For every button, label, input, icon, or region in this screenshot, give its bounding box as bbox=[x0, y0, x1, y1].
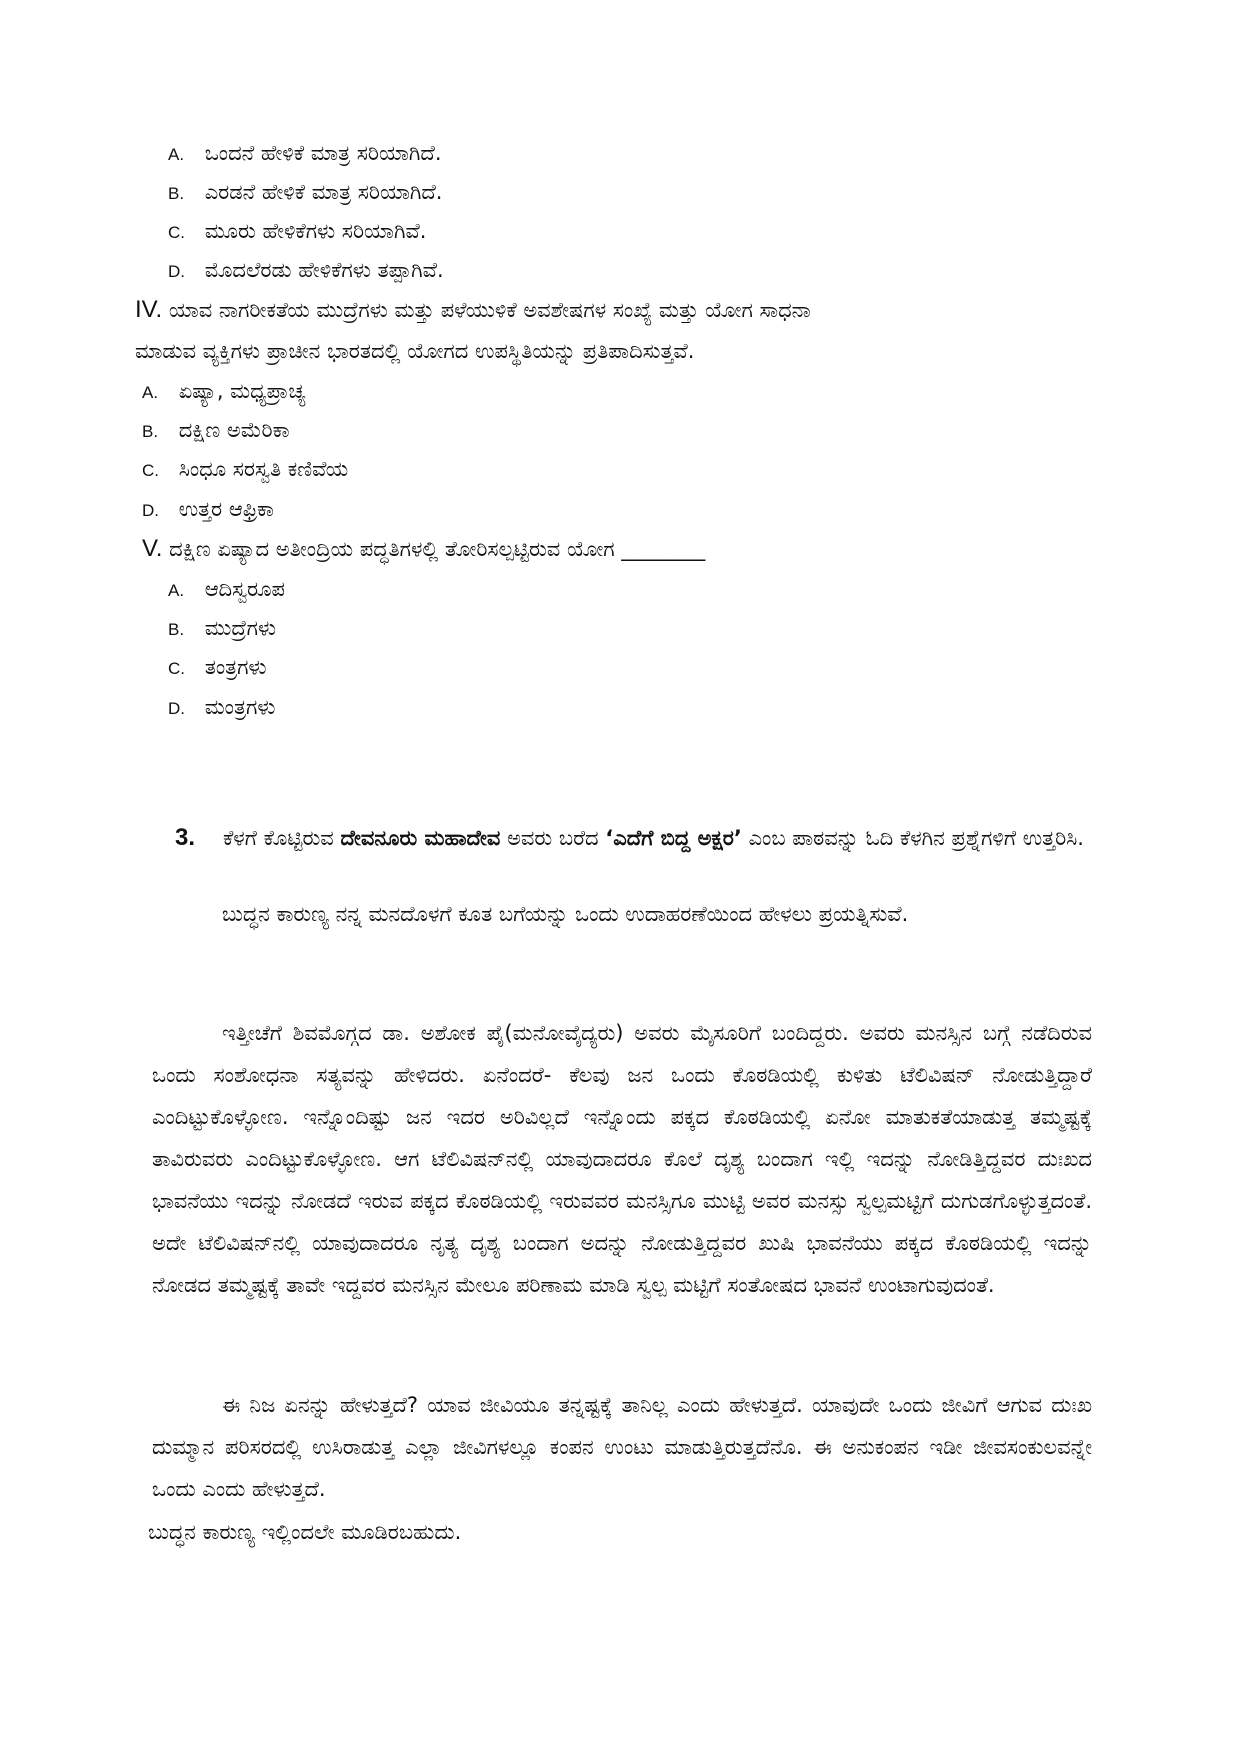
question-number: IV. bbox=[135, 296, 163, 323]
q5-option-b bbox=[168, 613, 276, 645]
question-text: ದಕ್ಷಿಣ ಏಷ್ಯಾದ ಅತೀಂದ್ರಿಯ ಪದ್ಧತಿಗಳಲ್ಲಿ ತೋರಿಸಲ್ಪಟ್ಟಿರುವ ಯೋಗ ________ bbox=[169, 537, 706, 561]
option-label: A. bbox=[168, 581, 185, 600]
q5-option-d bbox=[168, 692, 275, 724]
option-text: ಮೂರು ಹೇಳಿಕೆಗಳು ಸರಿಯಾಗಿವೆ. bbox=[204, 219, 427, 243]
option-text: ಉತ್ತರ ಆಫ್ರಿಕಾ bbox=[178, 497, 274, 521]
q2-option-a bbox=[168, 138, 442, 170]
instruction-text: ಕೆಳಗೆ ಕೊಟ್ಟಿರುವ bbox=[223, 826, 341, 850]
option-text: ಏಷ್ಯಾ, ಮಧ್ಯಪ್ರಾಚ್ಯ bbox=[178, 379, 306, 403]
option-label: C. bbox=[142, 461, 159, 480]
passage-paragraph-3: ಈ ನಿಜ ಏನನ್ನು ಹೇಳುತ್ತದೆ? ಯಾವ ಜೀವಿಯೂ ತನ್ನಷ್ಟಕ್ಕೆ ತಾನಿಲ್ಲ ಎಂದು ಹೇಳುತ್ತದೆ. ಯಾವುದೇ ಒಂದು ಜೀವಿಗೆ ಆಗುವ ದುಃಖ ದುಮ್ಮಾನ ಪರಿಸರದಲ್ಲಿ ಉಸಿರಾಡುತ್ತ ಎಲ್ಲಾ ಜೀವಿಗಳಲ್ಲೂ ಕಂಪನ ಉಂಟು ಮಾಡುತ್ತಿರುತ್ತದೆನೊ. ಈ ಅನುಕಂಪನ ಇಡೀ ಜೀವಸಂಕುಲವನ್ನೇ ಒಂದು ಎಂದು ಹೇಳುತ್ತದೆ. bbox=[152, 1393, 1092, 1501]
option-text: ಮಂತ್ರಗಳು bbox=[204, 695, 276, 719]
q5-option-a bbox=[168, 574, 285, 606]
question-number: V. bbox=[142, 535, 163, 562]
passage-paragraph-2: ಇತ್ತೀಚೆಗೆ ಶಿವಮೊಗ್ಗದ ಡಾ. ಅಶೋಕ ಪೈ(ಮನೋವೈದ್ಯರು) ಅವರು ಮೈಸೂರಿಗೆ ಬಂದಿದ್ದರು. ಅವರು ಮನಸ್ಸಿನ ಬಗ್ಗೆ ನಡೆದಿರುವ ಒಂದು ಸಂಶೋಧನಾ ಸತ್ಯವನ್ನು ಹೇಳಿದರು. ಏನೆಂದರೆ- ಕೆಲವು ಜನ ಒಂದು ಕೊಠಡಿಯಲ್ಲಿ ಕುಳಿತು ಟೆಲಿವಿಷನ್ ನೋಡುತ್ತಿದ್ದಾರೆ ಎಂದಿಟ್ಟುಕೊಳ್ಳೋಣ. ಇನ್ನೊಂದಿಷ್ಟು ಜನ ಇದರ ಅರಿವಿಲ್ಲದೆ ಇನ್ನೊಂದು ಪಕ್ಕದ ಕೊಠಡಿಯಲ್ಲಿ ಏನೋ ಮಾತುಕತೆಯಾಡುತ್ತ ತಮ್ಮಷ್ಟಕ್ಕೆ ತಾವಿರುವರು ಎಂದಿಟ್ಟುಕೊಳ್ಳೋಣ. ಆಗ ಟೆಲಿವಿಷನ್‌ನಲ್ಲಿ ಯಾವುದಾದರೂ ಕೊಲೆ ದೃಶ್ಯ ಬಂದಾಗ ಇಲ್ಲಿ ಇದನ್ನು ನೋಡಿತ್ತಿದ್ದವರ ದುಃಖದ ಭಾವನೆಯು ಇದನ್ನು ನೋಡದೆ ಇರುವ ಪಕ್ಕದ ಕೊಠಡಿಯಲ್ಲಿ ಇರುವವರ ಮನಸ್ಸಿಗೂ ಮುಟ್ಟಿ ಅವರ ಮನಸ್ಸು ಸ್ವಲ್ಪಮಟ್ಟಿಗೆ ದುಗುಡಗೊಳ್ಳುತ್ತದಂತೆ. ಅದೇ ಟೆಲಿವಿಷನ್‌ನಲ್ಲಿ ಯಾವುದಾದರೂ ನೃತ್ಯ ದೃಶ್ಯ ಬಂದಾಗ ಅದನ್ನು ನೋಡುತ್ತಿದ್ದವರ ಖುಷಿ ಭಾವನೆಯು ಪಕ್ಕದ ಕೊಠಡಿಯಲ್ಲಿ ಇದನ್ನು ನೋಡದ ತಮ್ಮಷ್ಟಕ್ಕೆ ತಾವೇ ಇದ್ದವರ ಮನಸ್ಸಿನ ಮೇಲೂ ಪರಿಣಾಮ ಮಾಡಿ ಸ್ವಲ್ಪ ಮಟ್ಟಿಗೆ ಸಂತೋಷದ ಭಾವನೆ ಉಂಟಾಗುವುದಂತೆ. bbox=[152, 1021, 1092, 1297]
option-text: ತಂತ್ರಗಳು bbox=[204, 655, 267, 679]
q2-option-b bbox=[168, 177, 442, 209]
option-text: ಒಂದನೆ ಹೇಳಿಕೆ ಮಾತ್ರ ಸರಿಯಾಗಿದೆ. bbox=[204, 141, 442, 165]
passage-paragraph-4: ಬುದ್ಧನ ಕಾರುಣ್ಯ ಇಲ್ಲಿಂದಲೇ ಮೂಡಿರಬಹುದು. bbox=[148, 1520, 462, 1544]
option-text: ಆದಿಸ್ವರೂಪ bbox=[204, 577, 285, 601]
option-text: ಸಿಂಧೂ ಸರಸ್ವತಿ ಕಣಿವೆಯ bbox=[178, 457, 349, 481]
q5-question bbox=[142, 534, 705, 564]
option-text: ದಕ್ಷಿಣ ಅಮೆರಿಕಾ bbox=[178, 418, 290, 442]
question-number: 3. bbox=[174, 824, 195, 851]
option-text: ಮುದ್ರೆಗಳು bbox=[204, 616, 277, 640]
option-label: C. bbox=[168, 659, 185, 678]
q4-option-c bbox=[142, 454, 348, 486]
q4-option-b bbox=[142, 415, 290, 447]
option-text: ಎರಡನೆ ಹೇಳಿಕೆ ಮಾತ್ರ ಸರಿಯಾಗಿದೆ. bbox=[204, 180, 443, 204]
option-label: A. bbox=[142, 383, 159, 402]
q2-option-c bbox=[168, 216, 426, 248]
option-label: B. bbox=[142, 422, 159, 441]
option-label: C. bbox=[168, 223, 185, 242]
question-text: ಮಾಡುವ ವ್ಯಕ್ತಿಗಳು ಪ್ರಾಚೀನ ಭಾರತದಲ್ಲಿ ಯೋಗದ ಉಪಸ್ಥಿತಿಯನ್ನು ಪ್ರತಿಪಾದಿಸುತ್ತವೆ. bbox=[135, 339, 695, 363]
option-label: D. bbox=[168, 262, 185, 281]
option-label: D. bbox=[142, 501, 159, 520]
passage-paragraph-1: ಬುದ್ಧನ ಕಾರುಣ್ಯ ನನ್ನ ಮನದೊಳಗೆ ಕೂತ ಬಗೆಯನ್ನು ಒಂದು ಉದಾಹರಣೆಯಿಂದ ಹೇಳಲು ಪ್ರಯತ್ನಿಸುವೆ. bbox=[222, 902, 909, 926]
q4-question-line2 bbox=[135, 336, 694, 366]
lesson-title: ‘ಎದೆಗೆ ಬಿದ್ದ ಅಕ್ಷರ’ bbox=[605, 826, 742, 850]
option-label: B. bbox=[168, 184, 185, 203]
q4-question-line1 bbox=[135, 295, 811, 325]
q4-option-d bbox=[142, 494, 274, 526]
instruction-text: ಎಂಬ ಪಾಠವನ್ನು ಓದಿ ಕೆಳಗಿನ ಪ್ರಶ್ನೆಗಳಿಗೆ ಉತ್ತರಿಸಿ. bbox=[741, 826, 1084, 850]
option-label: D. bbox=[168, 699, 185, 718]
question-text: ಯಾವ ನಾಗರೀಕತೆಯ ಮುದ್ರೆಗಳು ಮತ್ತು ಪಳೆಯುಳಿಕೆ ಅವಶೇಷಗಳ ಸಂಖ್ಯೆ ಮತ್ತು ಯೋಗ ಸಾಧನಾ bbox=[168, 298, 811, 322]
q5-option-c bbox=[168, 652, 267, 684]
q3-instruction bbox=[135, 816, 1092, 860]
q4-option-a bbox=[142, 376, 306, 408]
option-label: B. bbox=[168, 620, 185, 639]
option-label: A. bbox=[168, 145, 185, 164]
author-name: ದೇವನೂರು ಮಹಾದೇವ bbox=[340, 826, 501, 850]
option-text: ಮೊದಲೆರಡು ಹೇಳಿಕೆಗಳು ತಪ್ಪಾಗಿವೆ. bbox=[204, 258, 444, 282]
instruction-text: ಅವರು ಬರೆದ bbox=[500, 826, 606, 850]
q2-option-d bbox=[168, 255, 444, 287]
